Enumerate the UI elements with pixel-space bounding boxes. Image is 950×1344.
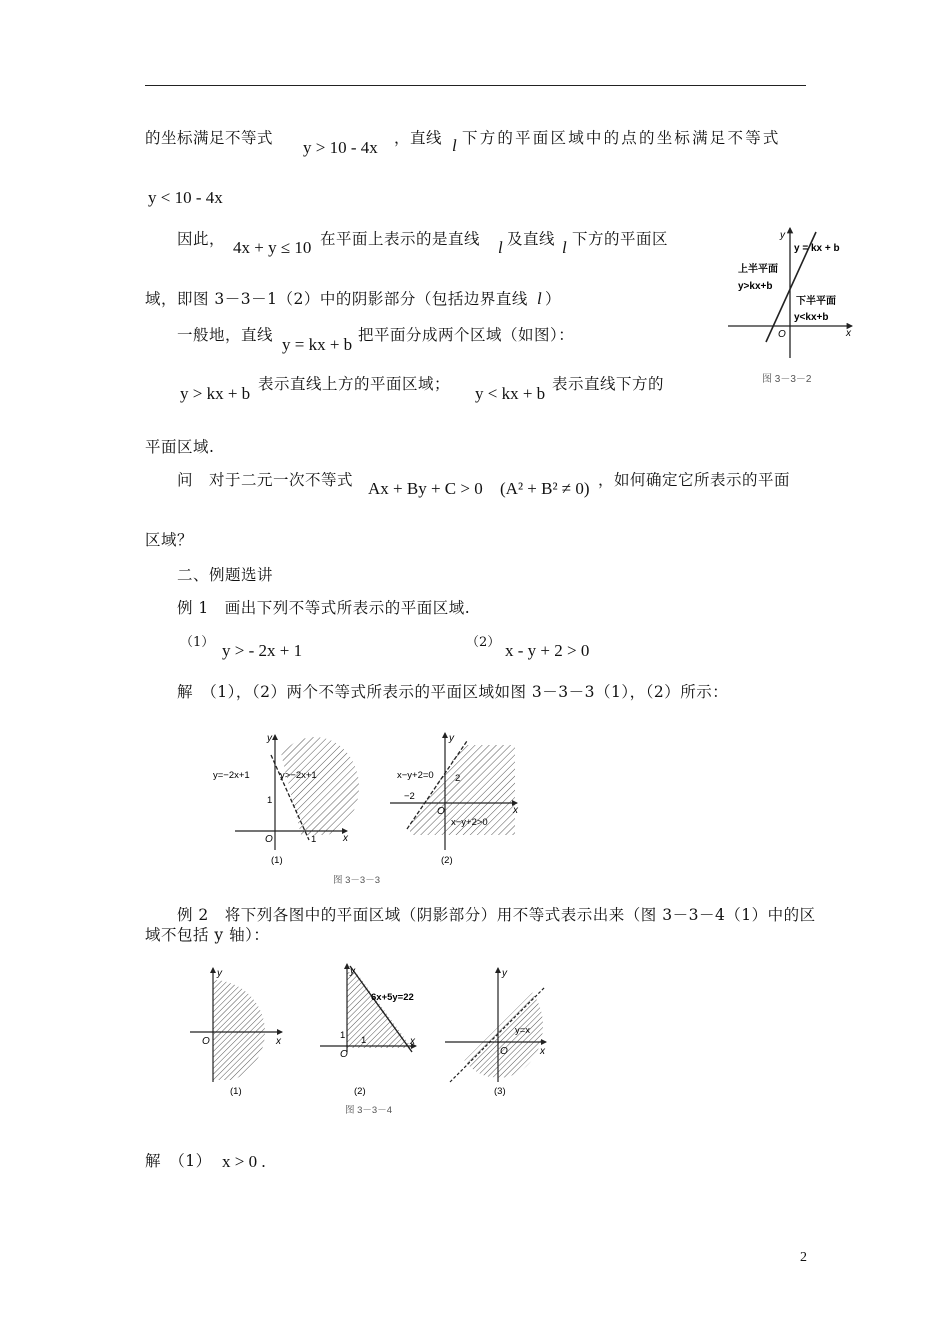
para-1-text-a: 的坐标满足不等式 [145, 129, 274, 147]
tick-x-1: 1 [311, 834, 317, 845]
region-label-2: x−y+2>0 [451, 817, 488, 828]
line-label-2: 6x+5y=22 [371, 992, 414, 1003]
para-2-text-c: 及直线 [507, 230, 556, 248]
solution-1-text: 解 （1），（2）两个不等式所表示的平面区域如图 3－3－3（1），（2）所示： [177, 683, 729, 701]
line-l-symbol: l [452, 136, 457, 155]
para-4-text-b: 把平面分成两个区域（如图）： [358, 326, 575, 344]
origin-label-1: O [202, 1036, 210, 1047]
line-l-symbol: l [562, 238, 567, 257]
subcaption-1: (1) [230, 1086, 242, 1097]
y-label-1: y [267, 733, 272, 744]
para-1-text-b: ，直线 [394, 129, 443, 147]
subcaption-2: (2) [354, 1086, 366, 1097]
para-2-text-d: 下方的平面区 [572, 230, 669, 248]
para-7-text-a: 问 对于二元一次不等式 [177, 471, 354, 489]
figure-3-3-2 [720, 220, 870, 390]
figure-3-3-4 [180, 960, 570, 1125]
line-equation-label: y = kx + b [794, 243, 840, 254]
line-l-symbol: l [498, 238, 503, 257]
tick-y-2: 2 [455, 773, 461, 784]
x-axis-label: x [846, 328, 851, 339]
line-label-3: y=x [515, 1025, 531, 1036]
tick-y-2: 1 [340, 1030, 346, 1041]
upper-ineq-label: y>kx+b [738, 281, 773, 292]
origin-label-2: O [340, 1049, 348, 1060]
figure-caption: 图 3－3－2 [762, 374, 812, 385]
math-a2-b2-ne-0: (A² + B² ≠ 0) [500, 479, 590, 498]
para-6-text: 平面区域. [145, 438, 215, 456]
example-2-line-1: 例 2 将下列各图中的平面区域（阴影部分）用不等式表示出来（图 3－3－4（1）中的区 [177, 906, 816, 924]
y-label-3: y [502, 968, 507, 979]
para-2-text-b: 在平面上表示的是直线 [320, 230, 481, 248]
math-x-y-2-gt-0: x - y + 2 > 0 [505, 641, 590, 660]
y-label-2: y [449, 733, 454, 744]
example-1-num-2: （2） [466, 635, 501, 650]
x-label-2: x [410, 1036, 415, 1047]
example-2-line-2: 域不包括 y 轴）： [145, 926, 270, 944]
para-4-text-a: 一般地，直线 [177, 326, 274, 344]
figure-caption: 图 3－3－3 [333, 875, 380, 886]
shaded-region-1 [271, 737, 359, 837]
math-y-eq-kx-b: y = kx + b [282, 335, 353, 354]
header-rule [145, 85, 806, 86]
math-y-lt-kx-b: y < kx + b [475, 384, 546, 403]
tick-x-2: 1 [361, 1035, 367, 1046]
para-1-text-c: 下方的平面区域中的点的坐标满足不等式 [462, 129, 781, 147]
shaded-region-2 [320, 970, 420, 1050]
figure-caption: 图 3－3－4 [345, 1105, 392, 1116]
y-label-2: y [350, 966, 355, 977]
upper-half-label: 上半平面 [738, 264, 778, 275]
math-y-gt-10-4x: y > 10 - 4x [303, 138, 378, 157]
tick-y-1: 1 [267, 795, 273, 806]
line-l-symbol: l [537, 289, 542, 308]
example-1-num-1: （1） [180, 635, 215, 650]
subcaption-3: (3) [494, 1086, 506, 1097]
para-7-text-b: ，如何确定它所表示的平面 [598, 471, 791, 489]
subcaption-1: (1) [271, 855, 283, 866]
para-5-text-a: 表示直线上方的平面区域； [258, 375, 451, 393]
math-y-gt-kx-b: y > kx + b [180, 384, 251, 403]
lower-half-label: 下半平面 [796, 296, 836, 307]
origin-label-2: O [437, 806, 445, 817]
x-label-2: x [513, 805, 518, 816]
x-label-3: x [540, 1046, 545, 1057]
tick-x-2: −2 [404, 791, 415, 802]
origin-label-3: O [500, 1046, 508, 1057]
x-label-1: x [343, 833, 348, 844]
para-3-text: 域，即图 3－3－1（2）中的阴影部分（包括边界直线 [145, 290, 528, 308]
x-label-1: x [276, 1036, 281, 1047]
subcaption-2: (2) [441, 855, 453, 866]
origin-label-1: O [265, 834, 273, 845]
para-2-text-a: 因此， [177, 230, 226, 248]
figure-3-3-3 [205, 725, 535, 895]
para-8-text: 区域？ [145, 531, 194, 549]
math-4x-plus-y-le-10: 4x + y ≤ 10 [233, 238, 312, 257]
para-3-end: ） [545, 290, 562, 308]
origin-label: O [778, 329, 786, 340]
y-axis-label: y [780, 230, 785, 241]
math-y-gt-neg2x-1: y > - 2x + 1 [222, 641, 303, 660]
section-heading: 二、例题选讲 [177, 566, 274, 584]
math-x-gt-0: x > 0 . [222, 1152, 266, 1171]
y-label-1: y [217, 968, 222, 979]
math-y-lt-10-4x: y < 10 - 4x [148, 188, 223, 207]
region-label-1: y>−2x+1 [280, 770, 317, 781]
line-label-2: x−y+2=0 [397, 770, 434, 781]
math-ax-by-c-gt-0: Ax + By + C > 0 [368, 479, 483, 498]
page-number: 2 [800, 1250, 807, 1265]
solution-2-text: 解 （1） [145, 1152, 212, 1170]
line-label-1: y=−2x+1 [213, 770, 250, 781]
para-5-text-b: 表示直线下方的 [552, 375, 665, 393]
example-1-title: 例 1 画出下列不等式所表示的平面区域. [177, 599, 471, 617]
lower-ineq-label: y<kx+b [794, 312, 829, 323]
